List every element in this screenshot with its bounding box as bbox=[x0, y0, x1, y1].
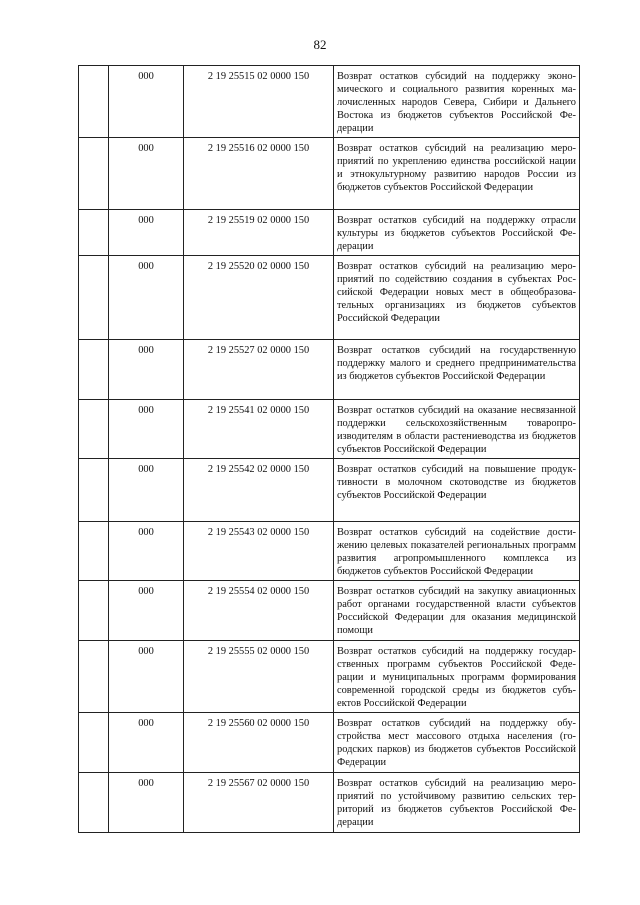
administrator-code-cell: 000 bbox=[109, 581, 184, 641]
row-marker-cell bbox=[79, 340, 109, 400]
administrator-code-cell: 000 bbox=[109, 210, 184, 256]
administrator-code-cell: 000 bbox=[109, 522, 184, 581]
row-marker-cell bbox=[79, 713, 109, 773]
table-row bbox=[79, 400, 580, 459]
income-name-cell: Возврат остатков субсидий на реализацию мероприятий по укреплению единства российской нации и этнокультурному развитию народов России из бюджетов субъектов Российской Федерации bbox=[334, 138, 580, 210]
row-marker-cell bbox=[79, 641, 109, 713]
table-row bbox=[79, 522, 580, 581]
budget-classification-code-cell: 2 19 25543 02 0000 150 bbox=[184, 522, 334, 581]
budget-classification-code-cell: 2 19 25520 02 0000 150 bbox=[184, 256, 334, 340]
table-row bbox=[79, 581, 580, 641]
table-row bbox=[79, 256, 580, 340]
row-marker-cell bbox=[79, 256, 109, 340]
administrator-code-cell: 000 bbox=[109, 773, 184, 833]
budget-classification-table bbox=[78, 65, 580, 833]
income-name-cell: Возврат остатков субсидий на поддержку экономического и социального развития коренных малочисленных народов Севера, Сибири и Дальнего Востока из бюджетов субъектов Российской Федерации bbox=[334, 66, 580, 138]
income-name-cell: Возврат остатков субсидий на реализацию мероприятий по устойчивому развитию сельских территорий из бюджетов субъектов Российской Федерации bbox=[334, 773, 580, 833]
budget-classification-code-cell: 2 19 25554 02 0000 150 bbox=[184, 581, 334, 641]
budget-classification-code-cell: 2 19 25541 02 0000 150 bbox=[184, 400, 334, 459]
table-row bbox=[79, 713, 580, 773]
administrator-code-cell: 000 bbox=[109, 713, 184, 773]
administrator-code-cell: 000 bbox=[109, 66, 184, 138]
administrator-code-cell: 000 bbox=[109, 340, 184, 400]
administrator-code-cell: 000 bbox=[109, 400, 184, 459]
table-row bbox=[79, 66, 580, 138]
table-row bbox=[79, 459, 580, 522]
table-row bbox=[79, 138, 580, 210]
administrator-code-cell: 000 bbox=[109, 138, 184, 210]
budget-classification-code-cell: 2 19 25527 02 0000 150 bbox=[184, 340, 334, 400]
income-name-cell: Возврат остатков субсидий на поддержку обустройства мест массового отдыха населения (городских парков) из бюджетов субъектов Российской Федерации bbox=[334, 713, 580, 773]
row-marker-cell bbox=[79, 459, 109, 522]
budget-classification-code-cell: 2 19 25516 02 0000 150 bbox=[184, 138, 334, 210]
table-row bbox=[79, 773, 580, 833]
row-marker-cell bbox=[79, 581, 109, 641]
budget-classification-code-cell: 2 19 25519 02 0000 150 bbox=[184, 210, 334, 256]
page-number: 82 bbox=[313, 37, 327, 52]
budget-classification-code-cell: 2 19 25515 02 0000 150 bbox=[184, 66, 334, 138]
budget-classification-code-cell: 2 19 25567 02 0000 150 bbox=[184, 773, 334, 833]
income-name-cell: Возврат остатков субсидий на поддержку государственных программ субъектов Российской Федерации и муниципальных программ формирования современной городской среды из бюджетов субъектов Российской Федерации bbox=[334, 641, 580, 713]
income-name-cell: Возврат остатков субсидий на реализацию мероприятий по содействию создания в субъектах Российской Федерации новых мест в общеобразовательных организациях из бюджетов субъектов Российской Федерации bbox=[334, 256, 580, 340]
income-name-cell: Возврат остатков субсидий на оказание несвязанной поддержки сельскохозяйственным товаропроизводителям в области растениеводства из бюджетов субъектов Российской Федерации bbox=[334, 400, 580, 459]
income-name-cell: Возврат остатков субсидий на государственную поддержку малого и среднего предпринимательства из бюджетов субъектов Российской Федерации bbox=[334, 340, 580, 400]
row-marker-cell bbox=[79, 138, 109, 210]
row-marker-cell bbox=[79, 210, 109, 256]
budget-classification-code-cell: 2 19 25542 02 0000 150 bbox=[184, 459, 334, 522]
income-name-cell: Возврат остатков субсидий на содействие достижению целевых показателей региональных программ развития агропромышленного комплекса из бюджетов субъектов Российской Федерации bbox=[334, 522, 580, 581]
budget-classification-code-cell: 2 19 25560 02 0000 150 bbox=[184, 713, 334, 773]
table-row bbox=[79, 641, 580, 713]
table-body bbox=[79, 66, 580, 833]
administrator-code-cell: 000 bbox=[109, 459, 184, 522]
income-name-cell: Возврат остатков субсидий на повышение продуктивности в молочном скотоводстве из бюджетов субъектов Российской Федерации bbox=[334, 459, 580, 522]
administrator-code-cell: 000 bbox=[109, 641, 184, 713]
income-name-cell: Возврат остатков субсидий на поддержку отрасли культуры из бюджетов субъектов Российской Федерации bbox=[334, 210, 580, 256]
administrator-code-cell: 000 bbox=[109, 256, 184, 340]
row-marker-cell bbox=[79, 66, 109, 138]
income-name-cell: Возврат остатков субсидий на закупку авиационных работ органами государственной власти субъектов Российской Федерации для оказания медицинской помощи bbox=[334, 581, 580, 641]
table-row bbox=[79, 210, 580, 256]
row-marker-cell bbox=[79, 522, 109, 581]
row-marker-cell bbox=[79, 400, 109, 459]
row-marker-cell bbox=[79, 773, 109, 833]
budget-classification-code-cell: 2 19 25555 02 0000 150 bbox=[184, 641, 334, 713]
table-row bbox=[79, 340, 580, 400]
